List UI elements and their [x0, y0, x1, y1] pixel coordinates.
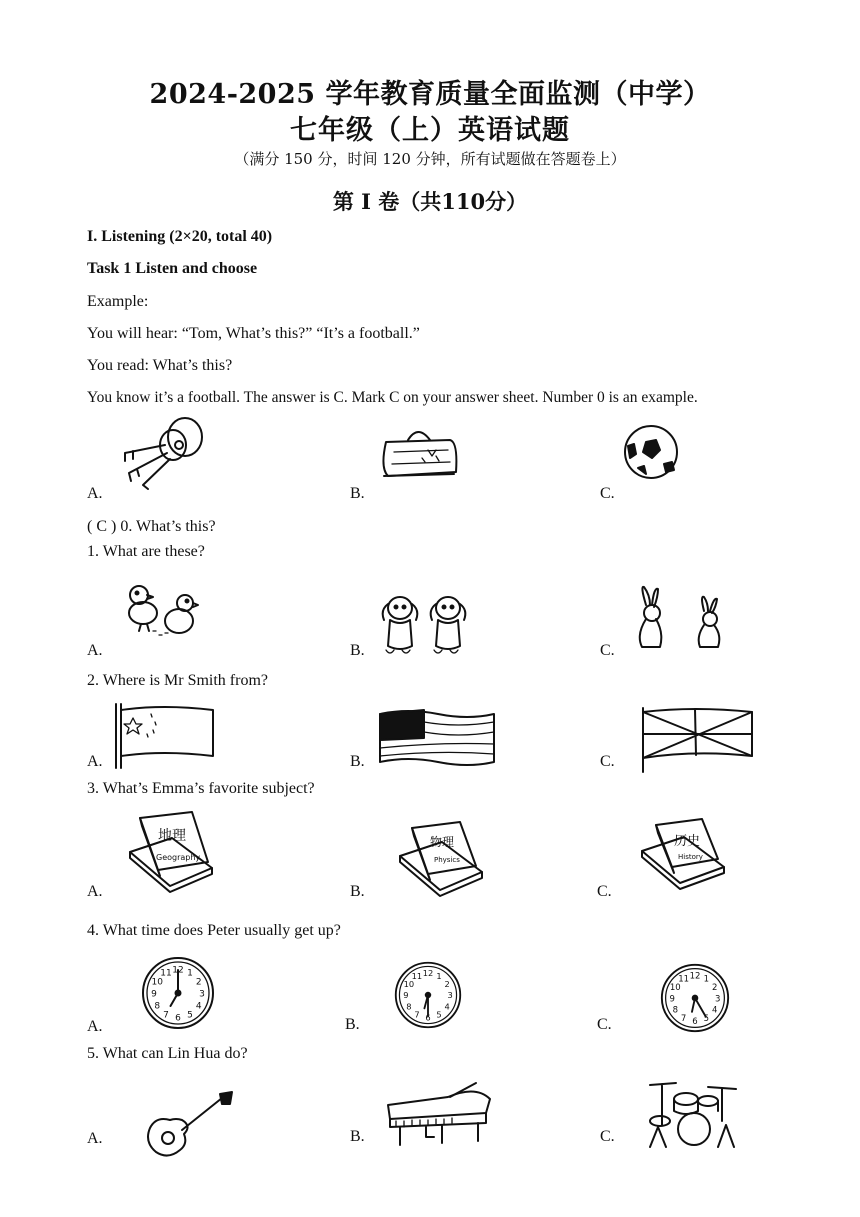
geography-book-icon [128, 810, 214, 888]
svg-text:11: 11 [678, 974, 690, 985]
clock-icon [390, 960, 466, 1030]
piano-icon [386, 1083, 492, 1147]
option-a-label: A. [87, 1018, 103, 1035]
rabbits-icon [630, 585, 730, 655]
svg-text:6: 6 [425, 1012, 431, 1023]
svg-text:6: 6 [175, 1013, 181, 1024]
svg-text:1: 1 [703, 974, 710, 985]
svg-text:11: 11 [160, 968, 172, 979]
history-book-icon [640, 815, 726, 889]
question-4: 4. What time does Peter usually get up? [87, 922, 341, 939]
svg-text:3: 3 [447, 990, 453, 1001]
uk-flag-icon [640, 706, 756, 772]
exam-title: 2024-2025 学年教育质量全面监测（中学） [149, 79, 711, 110]
option-c-label: C. [597, 1016, 612, 1033]
svg-text:8: 8 [154, 1001, 161, 1012]
svg-text:2: 2 [711, 982, 718, 993]
question-2: 2. Where is Mr Smith from? [87, 672, 269, 689]
option-b-label: B. [350, 485, 365, 502]
svg-text:1: 1 [187, 968, 193, 979]
svg-text:10: 10 [151, 977, 163, 988]
option-a-label: A. [87, 642, 103, 659]
question-0: ( C ) 0. What’s this? [87, 518, 216, 535]
option-b-label: B. [350, 1128, 365, 1145]
question-3: 3. What’s Emma’s favorite subject? [87, 780, 315, 797]
bag-icon [378, 422, 460, 480]
question-1: 1. What are these? [87, 543, 205, 560]
svg-text:物理: 物理 [430, 835, 455, 849]
dogs-icon [378, 592, 474, 662]
svg-text:历史: 历史 [674, 834, 701, 849]
svg-text:1: 1 [436, 971, 442, 982]
option-a-label: A. [87, 485, 103, 502]
svg-text:Physics: Physics [434, 856, 460, 864]
svg-text:9: 9 [151, 989, 157, 1000]
drums-icon [646, 1075, 742, 1149]
svg-text:9: 9 [403, 990, 409, 1001]
option-a-label: A. [87, 883, 103, 900]
volume-heading: 第 I 卷（共110分） [332, 189, 528, 214]
example-read: You read: What’s this? [87, 357, 233, 374]
usa-flag-icon [378, 708, 496, 770]
option-c-label: C. [597, 883, 612, 900]
option-b-label: B. [350, 753, 365, 770]
example-hear: You will hear: “Tom, What’s this?” “It’s a football.” [87, 325, 420, 342]
svg-text:10: 10 [403, 979, 415, 990]
chicks-icon [123, 583, 201, 643]
option-b-label: B. [350, 883, 365, 900]
svg-text:11: 11 [411, 971, 423, 982]
svg-text:Geography: Geography [156, 853, 201, 862]
svg-text:6: 6 [692, 1017, 698, 1028]
clock-icon [140, 955, 216, 1031]
exam-subtitle: 七年级（上）英语试题 [290, 115, 570, 146]
svg-text:4: 4 [711, 1005, 718, 1016]
option-c-label: C. [600, 1128, 615, 1145]
svg-text:5: 5 [436, 1009, 442, 1020]
svg-text:8: 8 [672, 1005, 679, 1016]
physics-book-icon [398, 818, 484, 896]
task-heading: Task 1 Listen and choose [87, 260, 258, 277]
option-b-label: B. [350, 642, 365, 659]
svg-text:7: 7 [163, 1010, 169, 1021]
svg-text:3: 3 [199, 989, 205, 1000]
svg-text:9: 9 [669, 994, 675, 1005]
option-c-label: C. [600, 485, 615, 502]
svg-text:5: 5 [187, 1010, 193, 1021]
option-a-label: A. [87, 753, 103, 770]
example-label: Example: [87, 293, 149, 310]
option-c-label: C. [600, 753, 615, 770]
svg-text:History: History [678, 853, 703, 861]
option-a-label: A. [87, 1130, 103, 1147]
question-5: 5. What can Lin Hua do? [87, 1045, 248, 1062]
svg-text:7: 7 [680, 1014, 687, 1025]
svg-text:5: 5 [703, 1014, 710, 1025]
svg-text:2: 2 [195, 977, 202, 988]
svg-text:12: 12 [422, 968, 434, 979]
section-heading: I. Listening (2×20, total 40) [87, 228, 273, 245]
china-flag-icon [113, 702, 218, 768]
svg-text:地理: 地理 [158, 828, 186, 844]
svg-text:4: 4 [195, 1001, 202, 1012]
keys-icon [115, 415, 210, 490]
svg-text:12: 12 [172, 965, 184, 976]
svg-text:4: 4 [444, 1001, 450, 1012]
exam-instructions: （满分 150 分，时间 120 分钟，所有试题做在答题卷上） [234, 150, 626, 168]
svg-text:8: 8 [406, 1001, 412, 1012]
example-know: You know it’s a football. The answer is C. Mark C on your answer sheet. Number 0 is an example. [87, 389, 698, 406]
svg-text:10: 10 [669, 982, 681, 993]
svg-text:3: 3 [715, 994, 721, 1005]
option-c-label: C. [600, 642, 615, 659]
clock-icon [658, 962, 732, 1034]
svg-text:7: 7 [414, 1009, 420, 1020]
svg-text:12: 12 [689, 971, 701, 982]
svg-text:2: 2 [444, 979, 450, 990]
option-b-label: B. [345, 1016, 360, 1033]
guitar-icon [142, 1090, 238, 1160]
football-icon [620, 424, 682, 480]
